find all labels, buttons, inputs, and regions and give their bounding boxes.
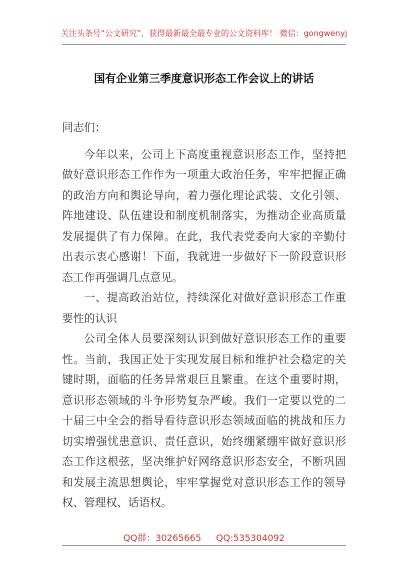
- section-heading: 一、提高政治站位，持续深化对做好意识形态工作重要性的认识: [62, 291, 346, 325]
- footer-qq-group: QQ群：30265665: [123, 534, 202, 544]
- footer-contact: [0, 531, 408, 544]
- salutation: 同志们：: [62, 121, 106, 134]
- body-paragraph: 公司全体人员要深刻认识到做好意识形态工作的重要性。当前，我国正处于实现发展目标和维护社会稳定的关键时期，面临的任务异常艰巨且繁重。在这个重要时期，意识形态领域的斗争形势复杂严峻。我们一定要以党的二十届三中全会的指导看待意识形态领域面临的挑战和压力切实增强忧患意识、责任意识，始终绷紧绷牢做好意识形态工作这根弦，坚决维护好网络意识形态安全，不断巩固和发展主流思想舆论，牢牢掌握党对意识形态工作的领导权、管理权、话语权。: [62, 332, 346, 509]
- document-title: 国有企业第三季度意识形态工作会议上的讲话: [94, 72, 314, 85]
- header-divider: [62, 44, 346, 45]
- document-body: [62, 118, 346, 514]
- body-paragraph: 今年以来，公司上下高度重视意识形态工作，坚持把做好意识形态工作作为一项重大政治任务，牢牢把握正确的政治方向和舆论导向，着力强化理论武装、文化引领、阵地建设、队伍建设和制度机制落实，为推动企业高质量发展提供了有力保障。在此，我代表党委向大家的辛勤付出表示衷心感谢！下面，我就进一步做好下一阶段意识形态工作再强调几点意见。: [62, 147, 346, 284]
- footer-qq: QQ:535304092: [216, 534, 285, 544]
- footer-divider: [62, 545, 346, 546]
- header-promo-note: 关注头条号“公文研究”，获得最新最全最专业的公文资料库！ 微信：gongwenyj: [60, 29, 348, 38]
